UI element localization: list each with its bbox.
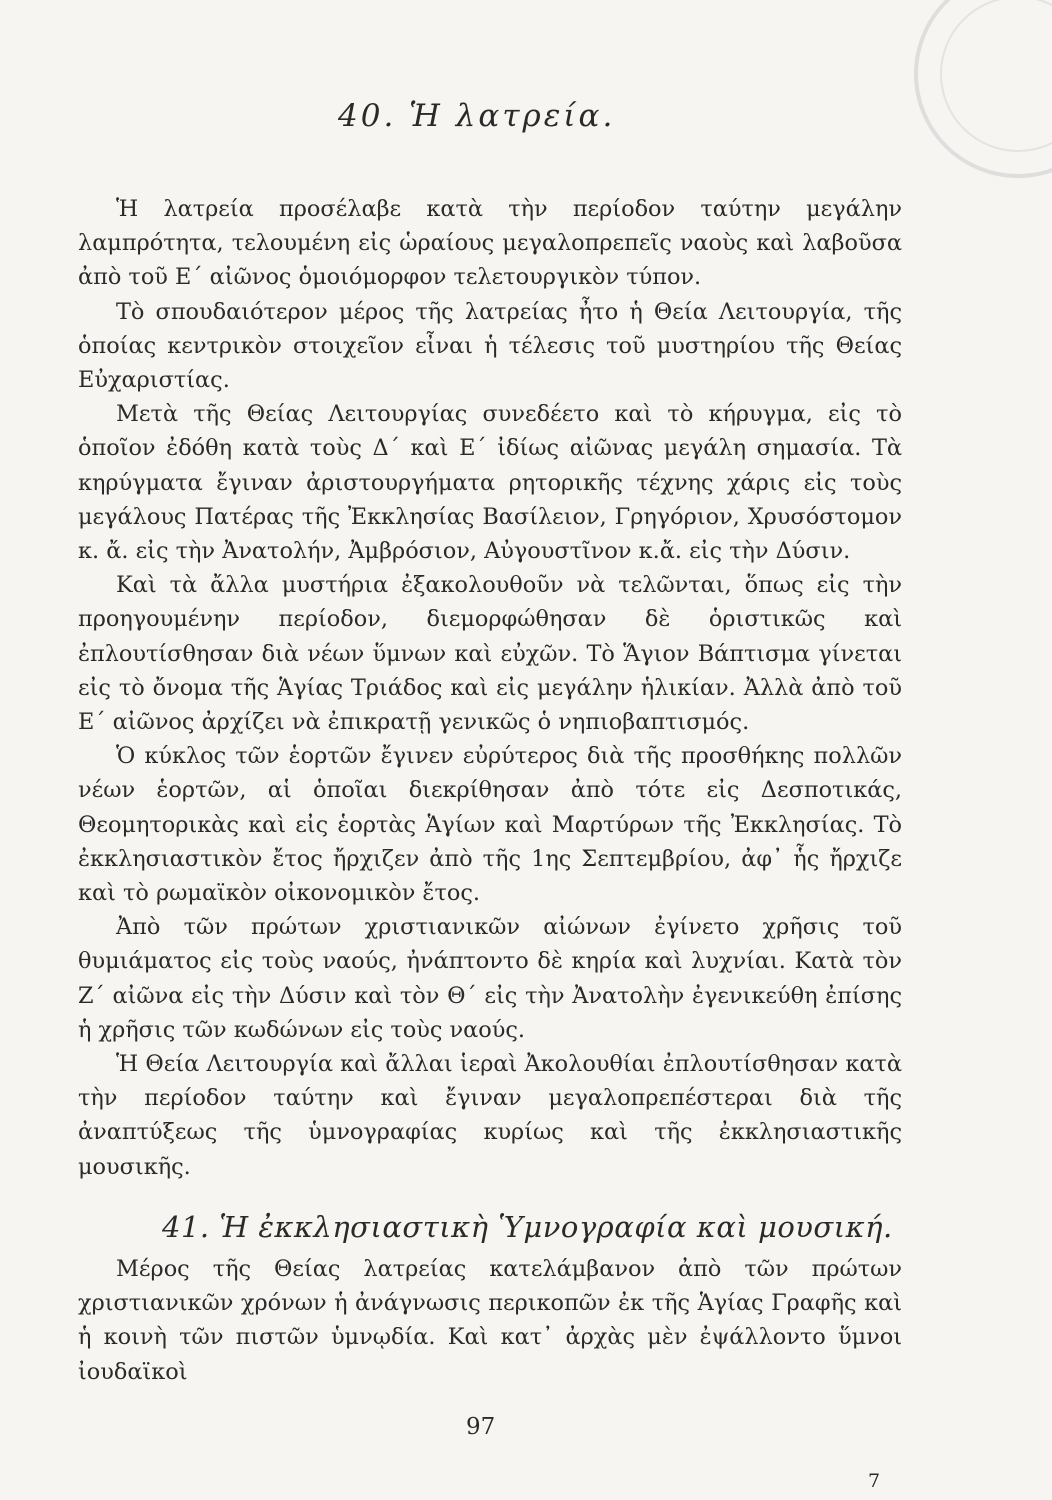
- section-40-body: [78, 192, 902, 1184]
- section-41-heading: 41. Ἡ ἐκκλησιαστικὴ Ὑμνογραφία καὶ μουσική.: [162, 1210, 893, 1244]
- paragraph: Ἡ λατρεία προσέλαβε κατὰ τὴν περίοδον ταύτην μεγάλην λαμπρότητα, τελουμένη εἰς ὡραίους μεγαλοπρεπεῖς ναοὺς καὶ λαβοῦσα ἀπὸ τοῦ Ε΄ αἰῶνος ὁμοιόμορφον τελετουργικὸν τύπον.: [78, 196, 902, 291]
- section-40-heading: 40. Ἡ λατρεία.: [338, 98, 616, 134]
- library-stamp: [914, 0, 1052, 178]
- corner-number: 7: [868, 1470, 881, 1492]
- paragraph: Ἡ Θεία Λειτουργία καὶ ἄλλαι ἱεραὶ Ἀκολουθίαι ἐπλουτίσθησαν κατὰ τὴν περίοδον ταύτην καὶ ἔγιναν μεγαλοπρεπέστεραι διὰ τῆς ἀναπτύξεως τῆς ὑμνογραφίας κυρίως καὶ τῆς ἐκκλησιαστικῆς μουσικῆς.: [78, 1051, 902, 1180]
- paragraph: Μετὰ τῆς Θείας Λειτουργίας συνεδέετο καὶ τὸ κήρυγμα, εἰς τὸ ὁποῖον ἐδόθη κατὰ τοὺς Δ΄ καὶ Ε΄ ἰδίως αἰῶνας μεγάλη σημασία. Τὰ κηρύγματα ἔγιναν ἀριστουργήματα ρητορικῆς τέχνης χάρις εἰς τοὺς μεγάλους Πατέρας τῆς Ἐκκλησίας Βασίλειον, Γρηγόριον, Χρυσόστομον κ. ἄ. εἰς τὴν Ἀνατολήν, Ἀμβρόσιον, Αὐγουστῖνον κ.ἄ. εἰς τὴν Δύσιν.: [78, 401, 902, 565]
- paragraph: Μέρος τῆς Θείας λατρείας κατελάμβανον ἀπὸ τῶν πρώτων χριστιανικῶν χρόνων ἡ ἀνάγνωσις περικοπῶν ἐκ τῆς Ἁγίας Γραφῆς καὶ ἡ κοινὴ τῶν πιστῶν ὑμνῳδία. Καὶ κατ᾿ ἀρχὰς μὲν ἐψάλλοντο ὕμνοι ἰουδαϊκοὶ: [78, 1256, 902, 1385]
- paragraph: Τὸ σπουδαιότερον μέρος τῆς λατρείας ἦτο ἡ Θεία Λειτουργία, τῆς ὁποίας κεντρικὸν στοιχεῖον εἶναι ἡ τέλεσις τοῦ μυστηρίου τῆς Θείας Εὐχαριστίας.: [78, 298, 902, 394]
- page-number: 97: [466, 1414, 496, 1440]
- section-41-body: [78, 1252, 902, 1389]
- paragraph: Ὁ κύκλος τῶν ἑορτῶν ἔγινεν εὐρύτερος διὰ τῆς προσθήκης πολλῶν νέων ἑορτῶν, αἱ ὁποῖαι διεκρίθησαν ἀπὸ τότε εἰς Δεσποτικάς, Θεομητορικὰς καὶ εἰς ἑορτὰς Ἁγίων καὶ Μαρτύρων τῆς Ἐκκλησίας. Τὸ ἐκκλησιαστικὸν ἔτος ἤρχιζεν ἀπὸ τῆς 1ης Σεπτεμβρίου, ἀφ᾿ ἧς ἤρχιζε καὶ τὸ ρωμαϊκὸν οἰκονομικὸν ἔτος.: [78, 743, 902, 907]
- paragraph: Ἀπὸ τῶν πρώτων χριστιανικῶν αἰώνων ἐγίνετο χρῆσις τοῦ θυμιάματος εἰς τοὺς ναούς, ἠνάπτοντο δὲ κηρία καὶ λυχνίαι. Κατὰ τὸν Ζ΄ αἰῶνα εἰς τὴν Δύσιν καὶ τὸν Θ΄ εἰς τὴν Ἀνατολὴν ἐγενικεύθη ἐπίσης ἡ χρῆσις τῶν κωδώνων εἰς τοὺς ναούς.: [78, 914, 902, 1043]
- paragraph: Καὶ τὰ ἄλλα μυστήρια ἐξακολουθοῦν νὰ τελῶνται, ὅπως εἰς τὴν προηγουμένην περίοδον, διεμορφώθησαν δὲ ὁριστικῶς καὶ ἐπλουτίσθησαν διὰ νέων ὕμνων καὶ εὐχῶν. Τὸ Ἅγιον Βάπτισμα γίνεται εἰς τὸ ὄνομα τῆς Ἁγίας Τριάδος καὶ εἰς μεγάλην ἡλικίαν. Ἀλλὰ ἀπὸ τοῦ Ε΄ αἰῶνος ἀρχίζει νὰ ἐπικρατῇ γενικῶς ὁ νηπιοβαπτισμός.: [78, 572, 902, 736]
